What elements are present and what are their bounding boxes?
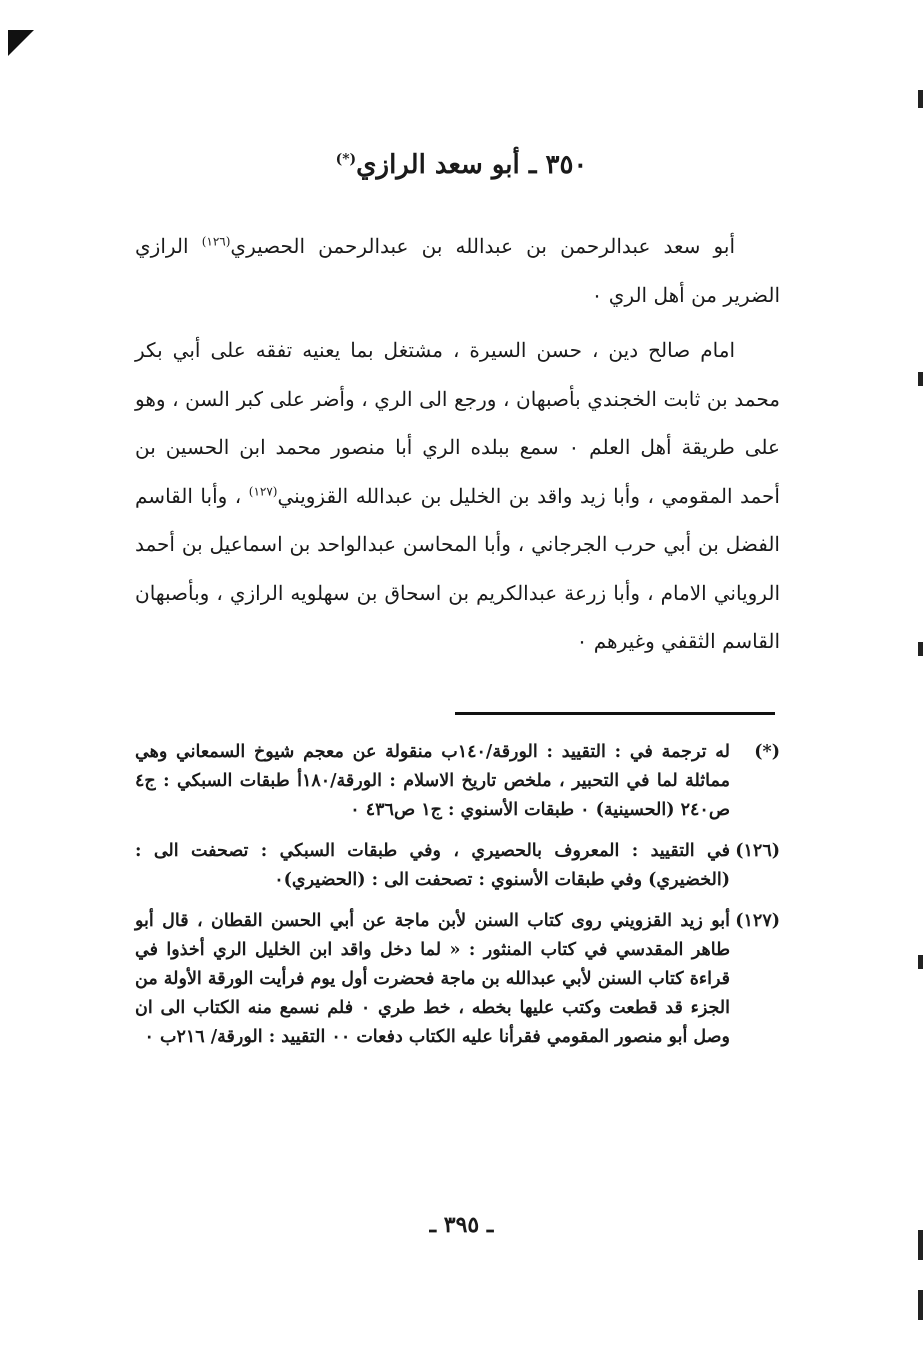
title-footnote-ref: (*) [335, 151, 357, 168]
footnotes [135, 738, 780, 1064]
scan-edge-mark [918, 642, 923, 656]
paragraph-2-text-b: ، وأبا القاسم الفضل بن أبي حرب الجرجاني ، وأبا المحاسن عبدالواحد بن اسماعيل بن أحمد الروياني الامام ، وأبا زرعة عبدالكريم بن اسحاق بن سهلويه الرازي ، وبأصبهان القاسم الثقفي وغيرهم ٠ [135, 483, 780, 653]
footnote-divider [455, 712, 775, 715]
footnote [135, 837, 780, 895]
page-title [0, 150, 923, 180]
paragraph-1-text-b: الرازي الضرير من أهل الري ٠ [135, 234, 780, 307]
footnote-ref-126: (١٢٦) [201, 234, 231, 249]
paragraph-1-text-a: أبو سعد عبدالرحمن بن عبدالله بن عبدالرحمن الحصيري [230, 234, 736, 258]
footnote [135, 738, 780, 825]
corner-triangle-icon [8, 30, 34, 56]
paragraph-2 [135, 326, 780, 666]
scan-edge-mark [918, 955, 923, 969]
footnote-text: في التقييد : المعروف بالحصيري ، وفي طبقات السبكي : تصحفت الى : (الخضيري) وفي طبقات الأسنوي : تصحفت الى : (الحضيري)٠ [135, 841, 730, 890]
footnote-mark: (١٢٦) [735, 841, 780, 861]
footnote-text: له ترجمة في : التقييد : الورقة/١٤٠ب منقولة عن معجم شيوخ السمعاني وهي مماثلة لما في التحبير ، ملخص تاريخ الاسلام : الورقة/١٨٠أ طبقات السبكي : ج٤ ص٢٤٠ (الحسينية) ٠ طبقات الأسنوي : ج١ ص٤٣٦ ٠ [135, 742, 731, 820]
paragraph-1 [135, 222, 780, 319]
footnote-text: أبو زيد القزويني روى كتاب السنن لأبن ماجة عن أبي الحسن القطان ، قال أبو طاهر المقدسي في كتاب المنثور : « لما دخل واقد ابن الخليل الري أخذوا في قراءة كتاب السنن لأبي عبدالله بن ماجة فحضرت أول يوم فرأيت الورقة الأولة من الجزء قد قطعت وكتب عليها بخطه ، خط طري ٠ فلم نسمع منه الكتاب الى ان وصل أبو منصور المقومي فقرأنا عليه الكتاب دفعات ٠٠ التقييد : الورقة/ ٢١٦ب ٠ [135, 911, 730, 1047]
title-text: ٣٥٠ ـ أبو سعد الرازي [356, 150, 588, 180]
footnote [135, 907, 780, 1052]
footnote-mark: (*) [754, 742, 780, 762]
paragraph-2-text-a: امام صالح دين ، حسن السيرة ، مشتغل بما يعنيه تفقه على أبي بكر محمد بن ثابت الخجندي بأصبهان ، ورجع الى الري ، وأضر على كبر السن ، وهو على طريقة أهل العلم ٠ سمع ببلده الري أبا منصور محمد ابن الحسين بن أحمد المقومي ، وأبا زيد واقد بن الخليل بن عبدالله القزويني [135, 338, 780, 508]
scan-edge-mark [918, 1290, 923, 1320]
page-number: ـ ٣٩٥ ـ [429, 1212, 494, 1238]
scan-edge-mark [918, 90, 923, 108]
footnote-ref-127: (١٢٧) [248, 483, 278, 498]
footnote-mark: (١٢٧) [735, 911, 780, 931]
scan-edge-mark [918, 372, 923, 386]
